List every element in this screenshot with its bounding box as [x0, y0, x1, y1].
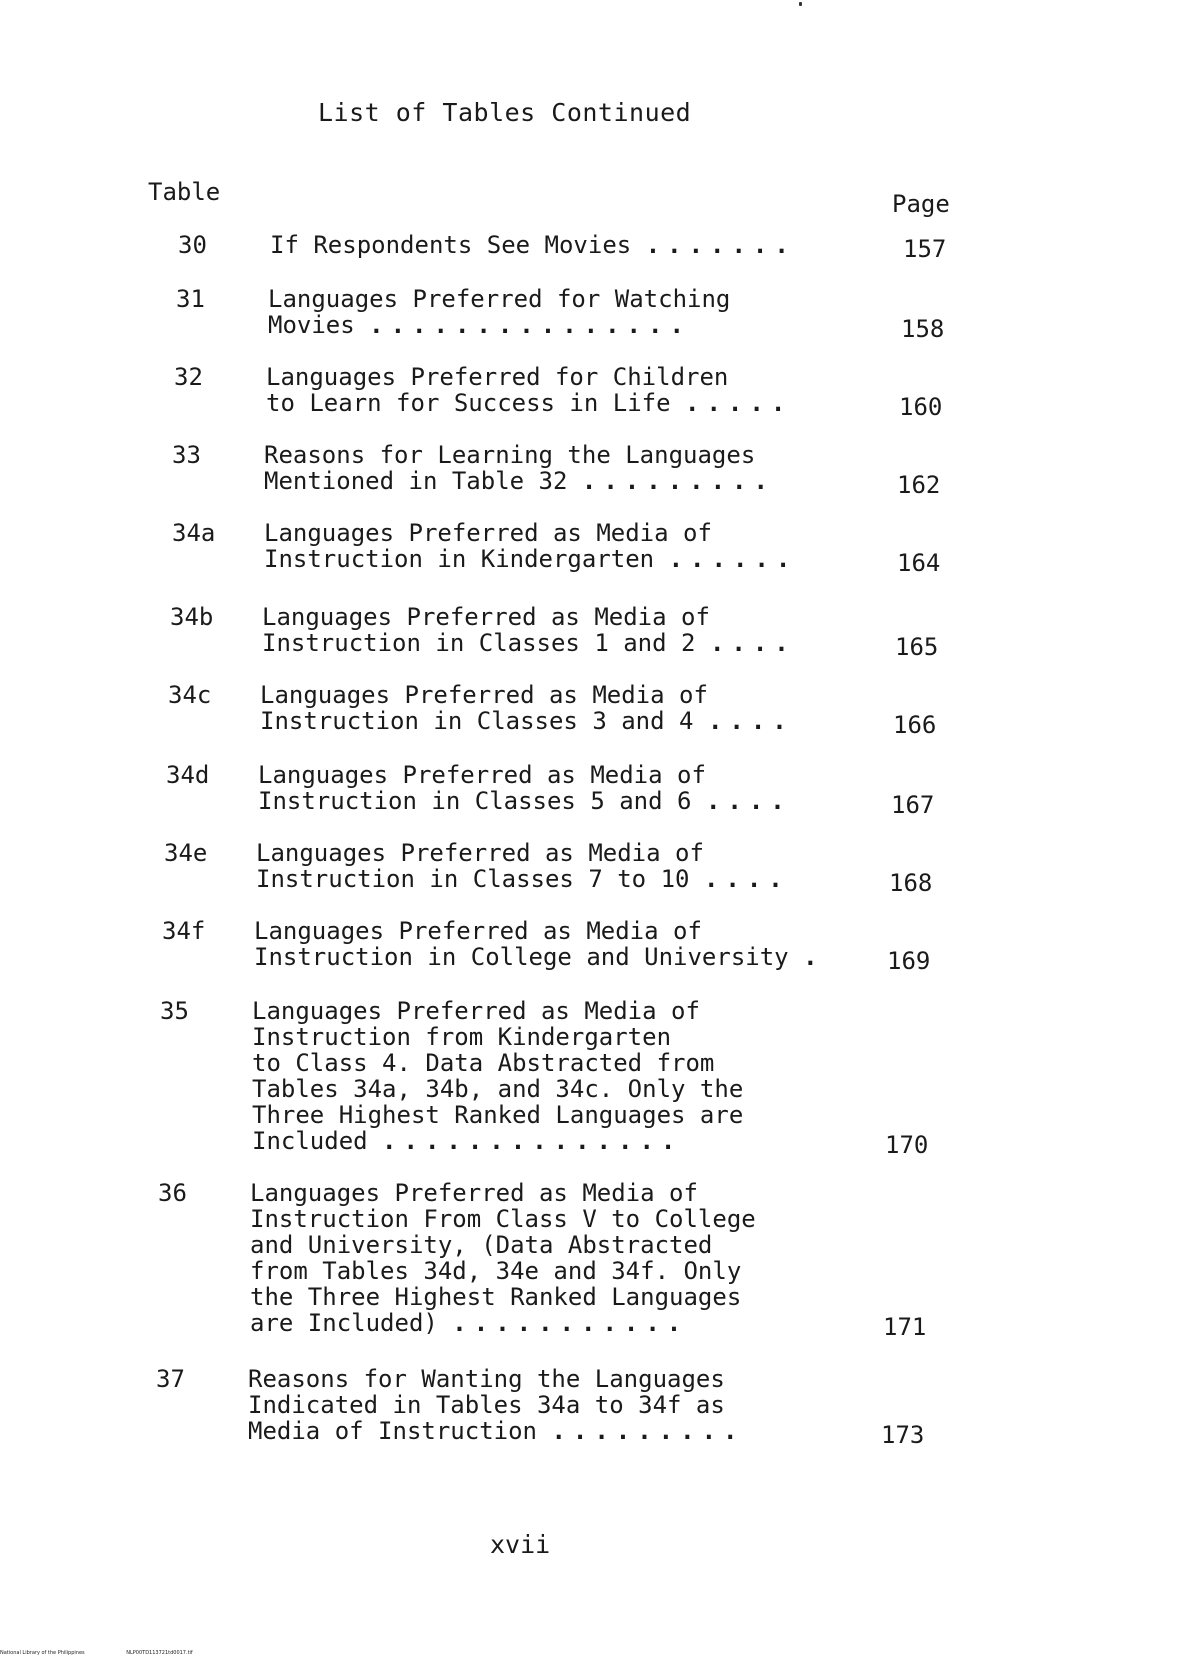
description-line [248, 1392, 808, 1418]
description-text: and University, (Data Abstracted [250, 1231, 713, 1259]
description-text: Included [252, 1127, 368, 1155]
table-description [264, 442, 824, 494]
page-reference: 169 [887, 947, 931, 975]
table-number: 36 [158, 1179, 187, 1207]
dot-leader: ...... [668, 545, 798, 573]
description-text: are Included) [250, 1309, 438, 1337]
table-description [258, 762, 818, 814]
page-title: List of Tables Continued [318, 98, 692, 127]
table-description [252, 998, 812, 1154]
description-line [250, 1284, 810, 1310]
description-line [250, 1232, 810, 1258]
description-line [270, 232, 830, 258]
page-number: xvii [490, 1530, 551, 1559]
dot-leader: ........... [452, 1309, 689, 1337]
description-text: Instruction in Classes 7 to 10 [256, 865, 690, 893]
description-text: Instruction in Classes 1 and 2 [262, 629, 696, 657]
description-line [256, 840, 816, 866]
description-text: Tables 34a, 34b, and 34c. Only the [252, 1075, 744, 1103]
page-reference: 164 [897, 549, 941, 577]
description-line [264, 442, 824, 468]
dot-leader: ....... [645, 231, 796, 259]
description-line [264, 520, 824, 546]
description-text: Reasons for Wanting the Languages [248, 1365, 725, 1393]
dot-leader: ......... [551, 1417, 745, 1445]
description-line [256, 866, 816, 892]
page-reference: 165 [895, 633, 939, 661]
dot-leader: ......... [581, 467, 775, 495]
table-description [264, 520, 824, 572]
page-reference: 171 [883, 1313, 927, 1341]
table-description [254, 917, 825, 971]
dot-leader: .... [705, 787, 792, 815]
description-text: Languages Preferred as Media of [250, 1179, 698, 1207]
description-line [250, 1206, 810, 1232]
description-text: Instruction in Classes 5 and 6 [258, 787, 692, 815]
description-line [252, 998, 812, 1024]
description-line [252, 1050, 812, 1076]
table-description [260, 682, 820, 734]
dot-leader: . [803, 943, 825, 971]
table-number: 32 [174, 363, 203, 391]
description-line [250, 1258, 810, 1284]
table-description [270, 232, 830, 258]
description-text: Languages Preferred as Media of [254, 917, 702, 945]
description-text: Languages Preferred as Media of [262, 603, 710, 631]
table-description [262, 604, 822, 656]
description-text: Instruction From Class V to College [250, 1205, 756, 1233]
table-number: 34e [164, 839, 208, 867]
description-line [252, 1128, 812, 1154]
description-line [264, 546, 824, 572]
description-text: Languages Preferred for Watching [268, 285, 731, 313]
description-line [258, 762, 818, 788]
table-number: 33 [172, 441, 201, 469]
description-text: Mentioned in Table 32 [264, 467, 568, 495]
description-text: the Three Highest Ranked Languages [250, 1283, 742, 1311]
table-description [250, 1180, 810, 1336]
table-column-header: Table [148, 178, 221, 206]
page-reference: 158 [901, 315, 945, 343]
scan-source: National Library of the Philippines [0, 1650, 85, 1656]
description-line [268, 286, 828, 312]
page-reference: 160 [899, 393, 943, 421]
page-reference: 166 [893, 711, 937, 739]
table-number: 31 [176, 285, 205, 313]
table-description [268, 286, 828, 338]
description-line [250, 1180, 810, 1206]
dot-leader: ..... [685, 389, 793, 417]
dot-leader: .... [703, 865, 790, 893]
description-text: Media of Instruction [248, 1417, 537, 1445]
description-text: Languages Preferred for Children [266, 363, 729, 391]
table-number: 34f [162, 917, 206, 945]
description-line [254, 943, 825, 971]
dot-leader: .............. [382, 1127, 683, 1155]
page-reference: 157 [903, 235, 947, 263]
description-text: Instruction in Classes 3 and 4 [260, 707, 694, 735]
description-line [248, 1366, 808, 1392]
description-line [260, 682, 820, 708]
page-reference: 167 [891, 791, 935, 819]
description-text: Languages Preferred as Media of [260, 681, 708, 709]
table-number: 34c [168, 681, 212, 709]
description-line [262, 630, 822, 656]
description-line [258, 788, 818, 814]
table-number: 30 [178, 231, 207, 259]
scan-label [0, 1650, 193, 1656]
description-line [264, 468, 824, 494]
table-number: 34d [166, 761, 210, 789]
dot-leader: ............... [369, 311, 691, 339]
description-text: Languages Preferred as Media of [264, 519, 712, 547]
description-text: Languages Preferred as Media of [258, 761, 706, 789]
description-text: Three Highest Ranked Languages are [252, 1101, 744, 1129]
description-line [252, 1076, 812, 1102]
description-text: Reasons for Learning the Languages [264, 441, 756, 469]
description-line [252, 1102, 812, 1128]
description-text: from Tables 34d, 34e and 34f. Only [250, 1257, 742, 1285]
scan-speck [799, 2, 802, 6]
description-line [262, 604, 822, 630]
page-reference: 173 [881, 1421, 925, 1449]
description-line [252, 1024, 812, 1050]
table-description [266, 364, 826, 416]
description-text: Languages Preferred as Media of [256, 839, 704, 867]
table-number: 35 [160, 997, 189, 1025]
description-text: If Respondents See Movies [270, 231, 632, 259]
description-text: Indicated in Tables 34a to 34f as [248, 1391, 725, 1419]
table-number: 34a [172, 519, 216, 547]
table-number: 37 [156, 1365, 185, 1393]
description-line [266, 390, 826, 416]
description-text: Instruction in College and University [254, 943, 789, 971]
description-line [254, 918, 814, 944]
page-reference: 162 [897, 471, 941, 499]
description-text: Movies [268, 311, 355, 339]
table-description [248, 1366, 808, 1444]
page-reference: 170 [885, 1131, 929, 1159]
scan-file-id: NLP00TD113721td0017.tif [126, 1650, 193, 1656]
description-line [250, 1310, 810, 1336]
description-text: Languages Preferred as Media of [252, 997, 700, 1025]
table-description [256, 840, 816, 892]
page-column-header: Page [892, 190, 950, 218]
description-text: Instruction from Kindergarten [252, 1023, 672, 1051]
description-line [260, 708, 820, 734]
table-number: 34b [170, 603, 214, 631]
dot-leader: .... [707, 707, 794, 735]
dot-leader: .... [709, 629, 796, 657]
description-line [248, 1418, 808, 1444]
description-text: to Learn for Success in Life [266, 389, 671, 417]
description-text: to Class 4. Data Abstracted from [252, 1049, 715, 1077]
page-reference: 168 [889, 869, 933, 897]
description-line [268, 312, 828, 338]
description-line [266, 364, 826, 390]
description-text: Instruction in Kindergarten [264, 545, 655, 573]
